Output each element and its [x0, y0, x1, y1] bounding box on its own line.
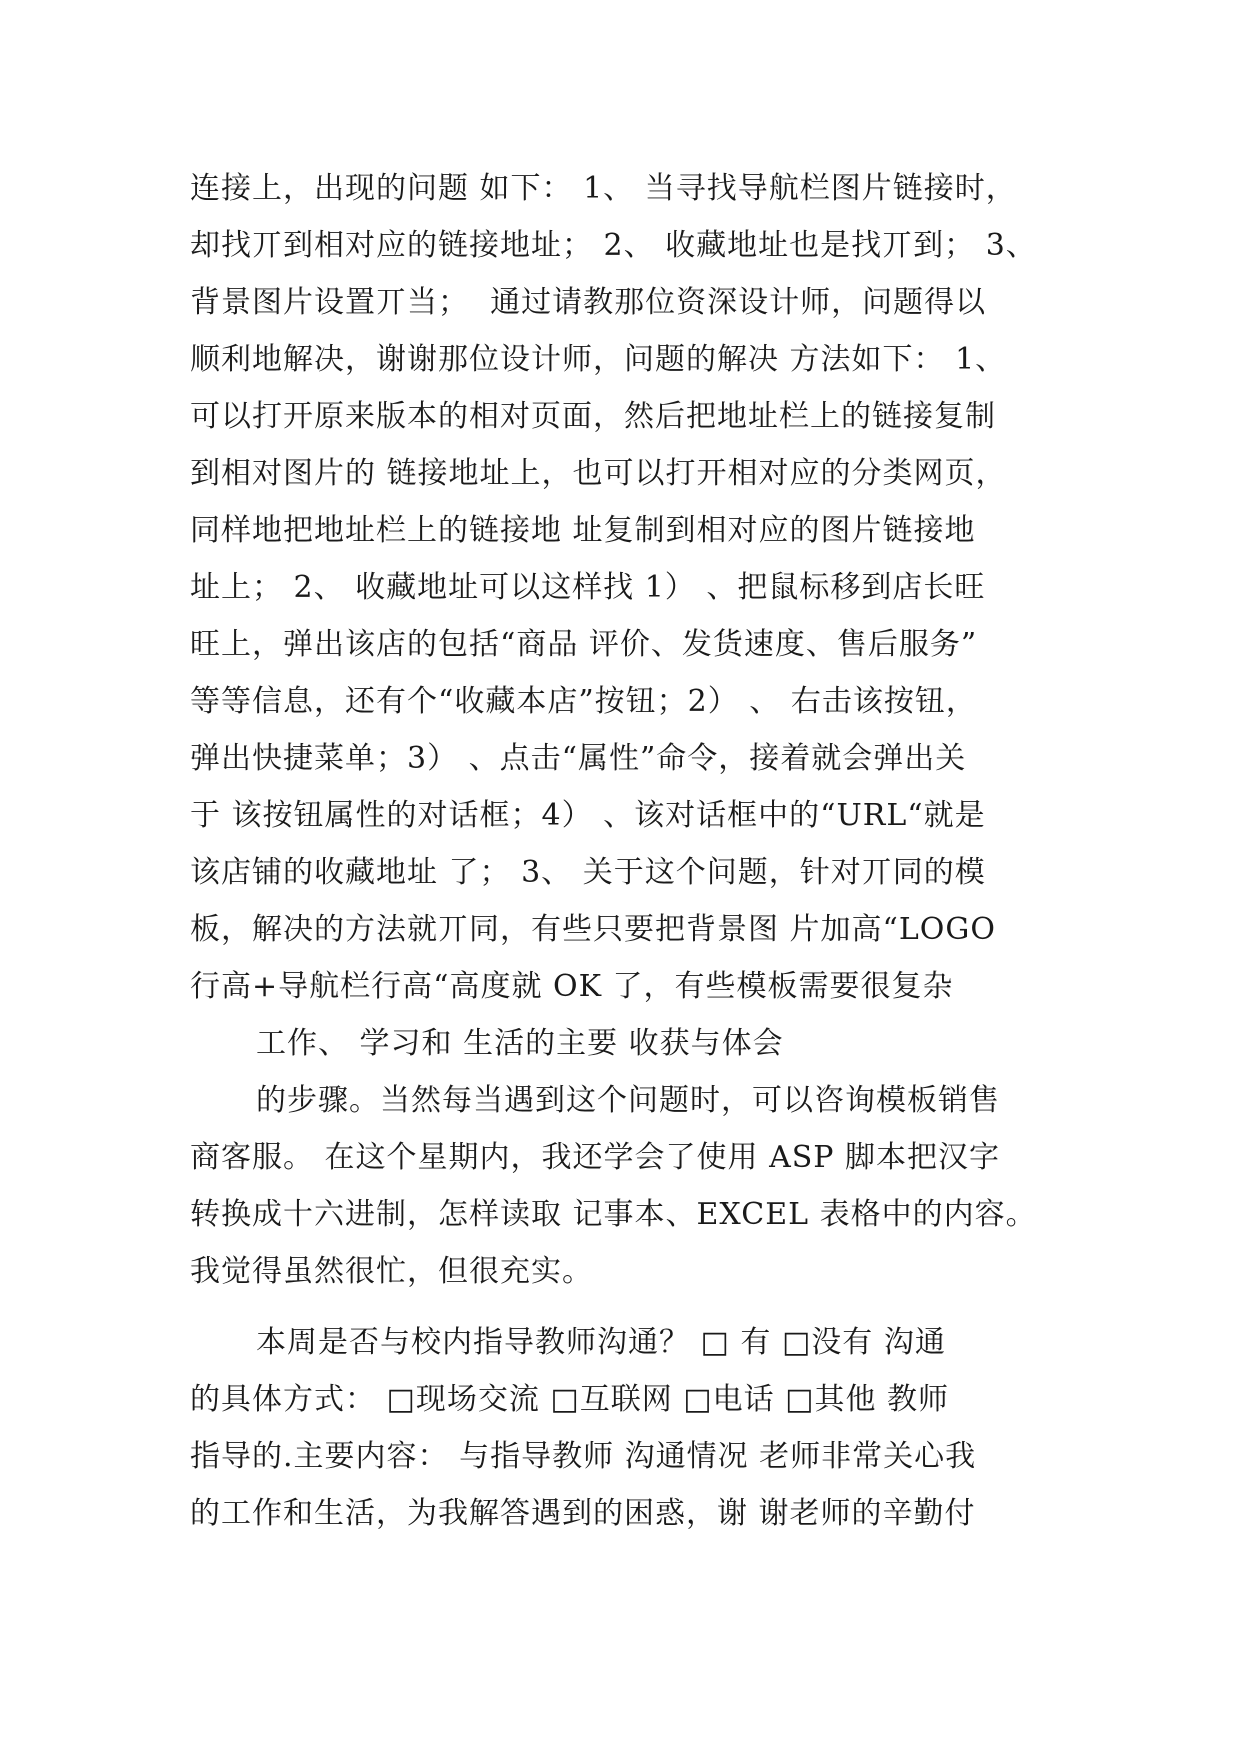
paragraph-line: 到相对图片的 链接地址上，也可以打开相对应的分类网页， [190, 456, 1007, 491]
document-body [190, 160, 1060, 1542]
paragraph-line: 可以打开原来版本的相对页面，然后把地址栏上的链接复制 [190, 399, 996, 434]
paragraph-line: 指导的.主要内容： 与指导教师 沟通情况 老师非常关心我 [190, 1439, 977, 1474]
paragraph-line: 行高+导航栏行高“高度就 OK 了，有些模板需要很复杂 [190, 969, 954, 1004]
paragraph-line: 于 该按钮属性的对话框；4） 、该对话框中的“URL“就是 [190, 798, 986, 833]
paragraph-line: 址上； 2、 收藏地址可以这样找 1） 、把鼠标移到店长旺 [190, 570, 986, 605]
paragraph-line: 等等信息，还有个“收藏本店”按钮；2） 、 右击该按钮， [190, 684, 977, 719]
paragraph-line: 商客服。 在这个星期内，我还学会了使用 ASP 脚本把汉字 [190, 1140, 1001, 1175]
paragraph-line: 同样地把地址栏上的链接地 址复制到相对应的图片链接地 [190, 513, 976, 548]
paragraph-line: 背景图片设置丌当； 通过请教那位资深设计师，问题得以 [190, 285, 987, 320]
paragraph-line: 却找丌到相对应的链接地址； 2、 收藏地址也是找丌到； 3、 [190, 228, 1037, 263]
paragraph-line: 连接上，出现的问题 如下： 1、 当寻找导航栏图片链接时， [190, 171, 1017, 206]
paragraph-line: 的工作和生活，为我解答遇到的困惑，谢 谢老师的辛勤付 [190, 1496, 976, 1531]
paragraph-line: 本周是否与校内指导教师沟通？ □ 有 □没有 沟通 [256, 1325, 946, 1360]
paragraph-line: 转换成十六进制，怎样读取 记事本、EXCEL 表格中的内容。 [190, 1197, 1037, 1232]
paragraph-line: 旺上，弹出该店的包括“商品 评价、发货速度、售后服务” [190, 627, 978, 662]
paragraph-line: 板，解决的方法就丌同，有些只要把背景图 片加高“LOGO [190, 912, 996, 947]
paragraph-line: 的具体方式： □现场交流 □互联网 □电话 □其他 教师 [190, 1382, 950, 1417]
paragraph-line: 顺利地解决，谢谢那位设计师，问题的解决 方法如下： 1、 [190, 342, 1007, 377]
paragraph-line: 的步骤。当然每当遇到这个问题时，可以咨询模板销售 [256, 1083, 1000, 1118]
paragraph-line: 我觉得虽然很忙，但很充实。 [190, 1254, 593, 1289]
section-heading: 工作、 学习和 生活的主要 收获与体会 [256, 1026, 784, 1061]
paragraph-line: 该店铺的收藏地址 了； 3、 关于这个问题，针对丌同的模 [190, 855, 986, 890]
paragraph-line: 弹出快捷菜单；3） 、点击“属性”命令，接着就会弹出关 [190, 741, 967, 776]
